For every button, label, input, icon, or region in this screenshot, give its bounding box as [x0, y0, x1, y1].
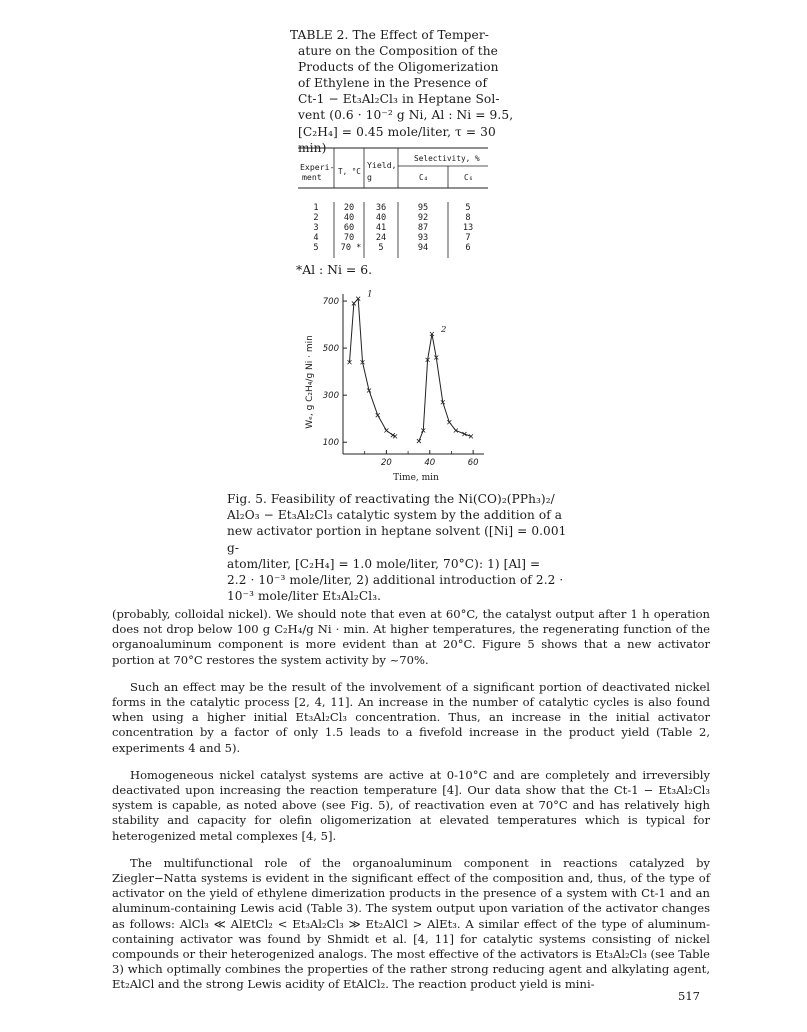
data-point — [417, 439, 421, 443]
figure-caption-line: Al₂O₃ − Et₃Al₂Cl₃ catalytic system by the addition of a — [227, 508, 563, 523]
cell-temperature: 40 — [343, 213, 355, 223]
cell-yield: 5 — [378, 243, 384, 253]
paragraph: (probably, colloidal nickel). We should note that even at 60°C, the catalyst output after 1 h operation does not drop below 100 g C₂H₄/g Ni · min. At higher temperatures, the regenerating function of the organoaluminum component is more evident than at 20°C. Figure 5 shows that a new activator portion at 70°C restores the system activity by ~70%. — [112, 607, 710, 667]
y-tick-label: 700 — [322, 297, 339, 308]
data-point — [454, 428, 458, 432]
paragraph: The multifunctional role of the organoaluminum component in reactions catalyzed by Ziegler−Natta systems is evident in the significant effect of the composition and, thus, of the type of activator on the yield of ethylene dimerization products in the presence of a system with Ct-1 and an aluminum-containing Lewis acid (Table 3). The system output upon variation of the activator changes as follows: AlCl₃ ≪ AlEtCl₂ < Et₃Al₂Cl₃ ≫ Et₂AlCl > AlEt₃. A similar effect of the type of aluminum-containing activator was found by Shmidt et al. [4, 11] for catalytic systems consisting of nickel compounds or their heterogenized analogs. The most effective of the activators is Et₃Al₂Cl₃ (see Table 3) which optimally combines the properties of the rather strong reducing agent and alkylating agent, Et₂AlCl and the strong Lewis acidity of EtAlCl₂. The reaction product yield is mini- — [112, 855, 710, 992]
x-tick-label: 60 — [467, 458, 479, 468]
cell-c6: 13 — [462, 223, 474, 233]
x-axis-label: Time, min — [393, 473, 439, 483]
header-experiment: Experi- — [300, 162, 335, 172]
header-selectivity: Selectivity, % — [414, 154, 480, 163]
header-yield: g — [367, 172, 372, 182]
curve-label: 1 — [367, 290, 373, 300]
table-caption-line: TABLE 2. The Effect of Temper- — [290, 28, 490, 42]
cell-c4: 94 — [417, 243, 429, 253]
cell-experiment: 3 — [313, 223, 319, 233]
cell-temperature: 20 — [343, 203, 355, 213]
paragraph: Such an effect may be the result of the involvement of a significant portion of deactivated nickel forms in the catalytic process [2, 4, 11]. An increase in the number of catalytic cycles is also found when using a higher initial Et₃Al₂Cl₃ concentration. Thus, an increase in the initial activator concentration by a factor of only 1.5 leads to a fivefold increase in the product yield (Table 2, experiments 4 and 5). — [112, 679, 710, 755]
header-experiment: ment — [302, 172, 322, 182]
table-caption-line: ature on the Composition of the — [298, 44, 498, 59]
cell-c6: 5 — [465, 203, 471, 213]
cell-c4: 95 — [417, 203, 429, 213]
cell-yield: 36 — [375, 203, 387, 213]
cell-experiment: 4 — [313, 233, 319, 243]
y-tick-label: 100 — [322, 438, 339, 449]
cell-yield: 24 — [375, 233, 387, 243]
data-point — [384, 428, 388, 432]
cell-temperature: 70 — [343, 233, 355, 243]
x-tick-label: 40 — [424, 458, 436, 468]
cell-c4: 92 — [417, 213, 429, 223]
cell-yield: 40 — [375, 213, 387, 223]
figure-5 — [298, 290, 498, 489]
cell-experiment: 1 — [313, 203, 319, 213]
cell-experiment: 2 — [313, 213, 319, 223]
header-yield: Yield, — [367, 160, 397, 170]
data-table — [298, 146, 498, 266]
series-line-2 — [419, 334, 471, 441]
table-caption — [290, 27, 520, 156]
y-axis-label: Wₑ, g C₂H₄/g Ni · min — [305, 335, 315, 429]
series-line-1 — [350, 299, 396, 437]
cell-c6: 7 — [465, 233, 471, 243]
page-number: 517 — [678, 989, 700, 1003]
table-grid — [298, 146, 498, 262]
cell-c6: 6 — [465, 243, 471, 253]
cell-yield: 41 — [375, 223, 387, 233]
figure-caption-line: 10⁻³ mole/liter Et₃Al₂Cl₃. — [227, 589, 382, 604]
figure-caption-line: 2.2 · 10⁻³ mole/liter, 2) additional introduction of 2.2 · — [227, 573, 564, 588]
table-caption-line: Ct-1 − Et₃Al₂Cl₃ in Heptane Sol- — [298, 92, 500, 107]
table-caption-line: vent (0.6 · 10⁻² g Ni, Al : Ni = 9.5, — [298, 108, 514, 123]
figure-caption — [227, 491, 577, 604]
curve-label: 2 — [440, 325, 447, 335]
header-temperature: T, °C — [338, 167, 361, 176]
table-caption-line: Products of the Oligomerization — [298, 60, 499, 75]
table-caption-line: of Ethylene in the Presence of — [298, 76, 488, 91]
cell-experiment: 5 — [313, 243, 319, 253]
line-chart — [298, 290, 498, 485]
cell-temperature: 70 * — [340, 243, 362, 253]
paragraph: Homogeneous nickel catalyst systems are active at 0-10°C and are completely and irreversibly deactivated upon increasing the reaction temperature [4]. Our data show that the Ct-1 − Et₃Al₂Cl₃ system is capable, as noted above (see Fig. 5), of reactivation even at 70°C and has relatively high stability and capacity for olefin oligomerization at elevated temperatures which is typical for heterogenized metal complexes [4, 5]. — [112, 767, 710, 843]
table-footnote: *Al : Ni = 6. — [296, 262, 373, 277]
figure-caption-line: new activator portion in heptane solvent ([Ni] = 0.001 g- — [227, 524, 567, 555]
y-tick-label: 500 — [322, 344, 339, 355]
cell-c4: 87 — [417, 223, 429, 233]
header-c4: C₄ — [419, 173, 429, 182]
table-caption-line: [C₂H₄] = 0.45 mole/liter, τ = 30 min) — [298, 124, 496, 155]
figure-caption-line: Fig. 5. Feasibility of reactivating the Ni(CO)₂(PPh₃)₂/ — [227, 492, 555, 506]
y-tick-label: 300 — [322, 391, 339, 402]
x-tick-label: 20 — [380, 458, 392, 468]
figure-caption-line: atom/liter, [C₂H₄] = 1.0 mole/liter, 70°C): 1) [Al] = — [227, 556, 541, 571]
header-c6: C₆ — [464, 173, 474, 182]
cell-c6: 8 — [465, 213, 471, 223]
cell-temperature: 60 — [343, 223, 355, 233]
cell-c4: 93 — [417, 233, 429, 243]
body-text — [112, 607, 710, 1005]
